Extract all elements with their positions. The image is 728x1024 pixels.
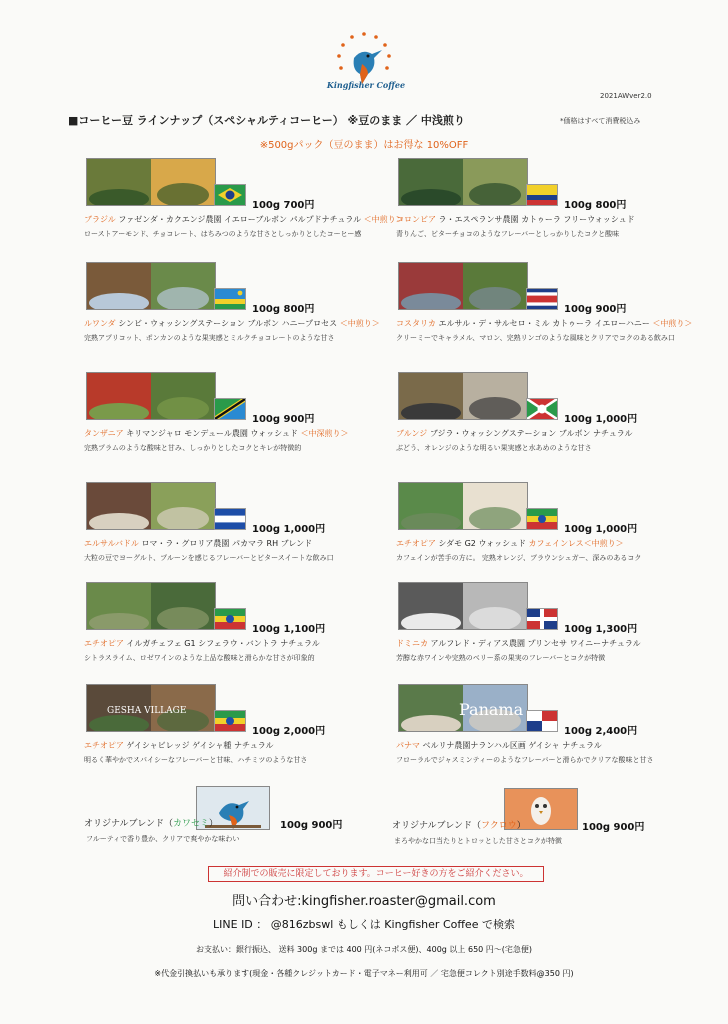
flag-costarica [526, 288, 558, 310]
referral-notice: 紹介制での販売に限定しております。コーヒー好きの方をご紹介ください。 [208, 866, 544, 882]
product-origin-line [396, 214, 635, 225]
product-origin-line [84, 638, 320, 649]
product-country: タンザニア [84, 429, 124, 438]
product-price: 100g 900円 [564, 304, 627, 315]
version-label: 2021AWver2.0 [600, 92, 652, 100]
product-notes: クリーミーでキャラメル、マロン、完熟リンゴのような風味とクリアでコクのある飲み口 [396, 334, 675, 342]
product-country: ルワンダ [84, 319, 116, 328]
product-notes: シトラスライム、ロゼワインのような上品な酸味と滑らかな甘さが印象的 [84, 654, 315, 662]
blend-fukurou-price: 100g 900円 [582, 822, 645, 833]
product-price: 100g 1,300円 [564, 624, 638, 635]
product-country: エチオピア [396, 539, 436, 548]
product-notes: ローストアーモンド、チョコレート、はちみつのような甘さとしっかりとしたコーヒー感 [84, 230, 362, 238]
flag-rwanda [214, 288, 246, 310]
flag-tanzania [214, 398, 246, 420]
product-detail: ファゼンダ・カクエンジ農園 イエローブルボン パルプドナチュラル [118, 215, 362, 224]
product-price: 100g 900円 [252, 414, 315, 425]
product-notes: カフェインが苦手の方に。 完熟オレンジ、ブラウンシュガー、深みのあるコク [396, 554, 642, 562]
product-photo [86, 684, 216, 732]
product-photo [86, 262, 216, 310]
product-price: 100g 800円 [564, 200, 627, 211]
product-price: 100g 800円 [252, 304, 315, 315]
product-notes: ぶどう、オレンジのような明るい果実感と水あめのような甘さ [396, 444, 592, 452]
product-price: 100g 1,000円 [564, 524, 638, 535]
product-photo [398, 262, 528, 310]
flag-colombia [526, 184, 558, 206]
product-origin-line [84, 214, 404, 225]
product-roast: ＜中深煎り＞ [300, 429, 349, 438]
product-origin-line [84, 538, 312, 549]
product-photo [398, 482, 528, 530]
product-origin-line [84, 318, 380, 329]
product-detail: エルサル・デ・サルセロ・ミル カトゥーラ イエローハニー [438, 319, 650, 328]
brand-name: Kingfisher Coffee [326, 80, 406, 90]
product-detail: イルガチェフェ G1 シフェラウ・バントラ ナチュラル [126, 639, 320, 648]
product-roast: ＜中煎り＞ [339, 319, 380, 328]
blend-kawasemi-price: 100g 900円 [280, 820, 343, 831]
product-origin-line [84, 428, 348, 439]
product-photo [86, 482, 216, 530]
flag-ethiopia [214, 710, 246, 732]
cod-info: ※代金引換払いも承ります(現金・各種クレジットカード・電子マネー利用可 ／ 宅急便コレクト別途手数料@350 円) [154, 969, 574, 978]
product-roast: カフェインレス＜中煎り＞ [528, 539, 624, 548]
product-price: 100g 1,000円 [564, 414, 638, 425]
product-country: コスタリカ [396, 319, 436, 328]
product-detail: ブジラ・ウォッシングステーション ブルボン ナチュラル [429, 429, 633, 438]
flag-elsalvador [214, 508, 246, 530]
promo-text: ※500gパック（豆のまま）はお得な 10%OFF [259, 140, 469, 151]
product-country: エルサルバドル [84, 539, 139, 548]
product-detail: シダモ G2 ウォッシュド [438, 539, 526, 548]
product-origin-line [396, 740, 602, 751]
product-country: ブラジル [84, 215, 116, 224]
page-title: ■コーヒー豆 ラインナップ（スペシャルティコーヒー） ※豆のまま ／ 中浅煎り [68, 114, 465, 127]
product-notes: 完熟アプリコット、ポンカンのような果実感とミルクチョコレートのような甘さ [84, 334, 335, 342]
product-roast: ＜中煎り＞ [652, 319, 693, 328]
product-photo [398, 684, 528, 732]
product-photo [398, 158, 528, 206]
product-origin-line [396, 428, 633, 439]
product-detail: ロマ・ラ・グロリア農園 パカマラ RH ブレンド [141, 539, 313, 548]
product-notes: 明るく華やかでスパイシーなフレーバーと甘味、ハチミツのような甘さ [84, 756, 308, 764]
product-country: エチオピア [84, 741, 124, 750]
product-origin-line [396, 638, 641, 649]
product-detail: ラ・エスペランサ農園 カトゥーラ フリーウォッシュド [438, 215, 635, 224]
flag-brazil [214, 184, 246, 206]
blend-fukurou-notes: まろやかな口当たりとトロッとした甘さとコクが特徴 [394, 837, 562, 845]
product-photo [86, 582, 216, 630]
product-country: エチオピア [84, 639, 124, 648]
product-country: パナマ [396, 741, 420, 750]
product-price: 100g 1,100円 [252, 624, 326, 635]
product-price: 100g 1,000円 [252, 524, 326, 535]
product-detail: アルフレド・ディアス農園 プリンセサ ワイニーナチュラル [430, 639, 641, 648]
product-notes: 芳醇な赤ワインや完熟のベリー系の果実のフレーバーとコクが特徴 [396, 654, 606, 662]
product-country: ドミニカ [396, 639, 428, 648]
product-price: 100g 2,400円 [564, 726, 638, 737]
flag-panama [526, 710, 558, 732]
product-detail: ベルリナ農園ナランハル区画 ゲイシャ ナチュラル [422, 741, 602, 750]
product-photo [398, 372, 528, 420]
product-origin-line [396, 318, 692, 329]
flag-dominica [526, 608, 558, 630]
product-photo [398, 582, 528, 630]
product-detail: シンビ・ウォッシングステーション ブルボン ハニープロセス [118, 319, 338, 328]
product-detail: ゲイシャビレッジ ゲイシャ種 ナチュラル [126, 741, 274, 750]
product-notes: 青りんご、ビターチョコのようなフレーバーとしっかりしたコクと酸味 [396, 230, 620, 238]
contact-email: 問い合わせ:kingfisher.roaster@gmail.com [232, 894, 496, 909]
product-notes: 大粒の豆でヨーグルト、プルーンを感じるフレーバーとビタースイートな飲み口 [84, 554, 334, 562]
product-roast: ＜中煎り＞ [363, 215, 404, 224]
svg-text:Panama: Panama [459, 700, 524, 719]
blend-kawasemi-name: オリジナルブレンド（カワセミ） [84, 819, 218, 829]
product-country: コロンビア [396, 215, 436, 224]
product-notes: フローラルでジャスミンティーのようなフレーバーと滑らかでクリアな酸味と甘さ [396, 756, 654, 764]
product-notes: 完熟プラムのような酸味と甘み、しっかりとしたコクとキレが特徴的 [84, 444, 302, 452]
product-origin-line [396, 538, 624, 549]
tax-note: *価格はすべて消費税込み [560, 117, 641, 125]
product-origin-line [84, 740, 273, 751]
payment-info: お支払い：銀行振込、 送料 300g までは 400 円(ネコポス便)、400g 以上 650 円～(宅急便) [195, 945, 533, 954]
flag-ethiopia [214, 608, 246, 630]
blend-kawasemi-notes: フルーティで香り豊か、クリアで爽やかな味わい [86, 835, 240, 843]
svg-text:GESHA VILLAGE: GESHA VILLAGE [107, 706, 187, 716]
flag-ethiopia [526, 508, 558, 530]
product-detail: キリマンジャロ モンデュール農園 ウォッシュド [126, 429, 298, 438]
blend-fukurou-name: オリジナルブレンド（フクロウ） [392, 821, 526, 831]
product-country: ブルンジ [396, 429, 428, 438]
product-price: 100g 700円 [252, 200, 315, 211]
product-price: 100g 2,000円 [252, 726, 326, 737]
flag-burundi [526, 398, 558, 420]
product-photo [86, 372, 216, 420]
line-id: LINE ID ： @816zbswl もしくは Kingfisher Coffee で検索 [213, 918, 515, 931]
product-photo [86, 158, 216, 206]
